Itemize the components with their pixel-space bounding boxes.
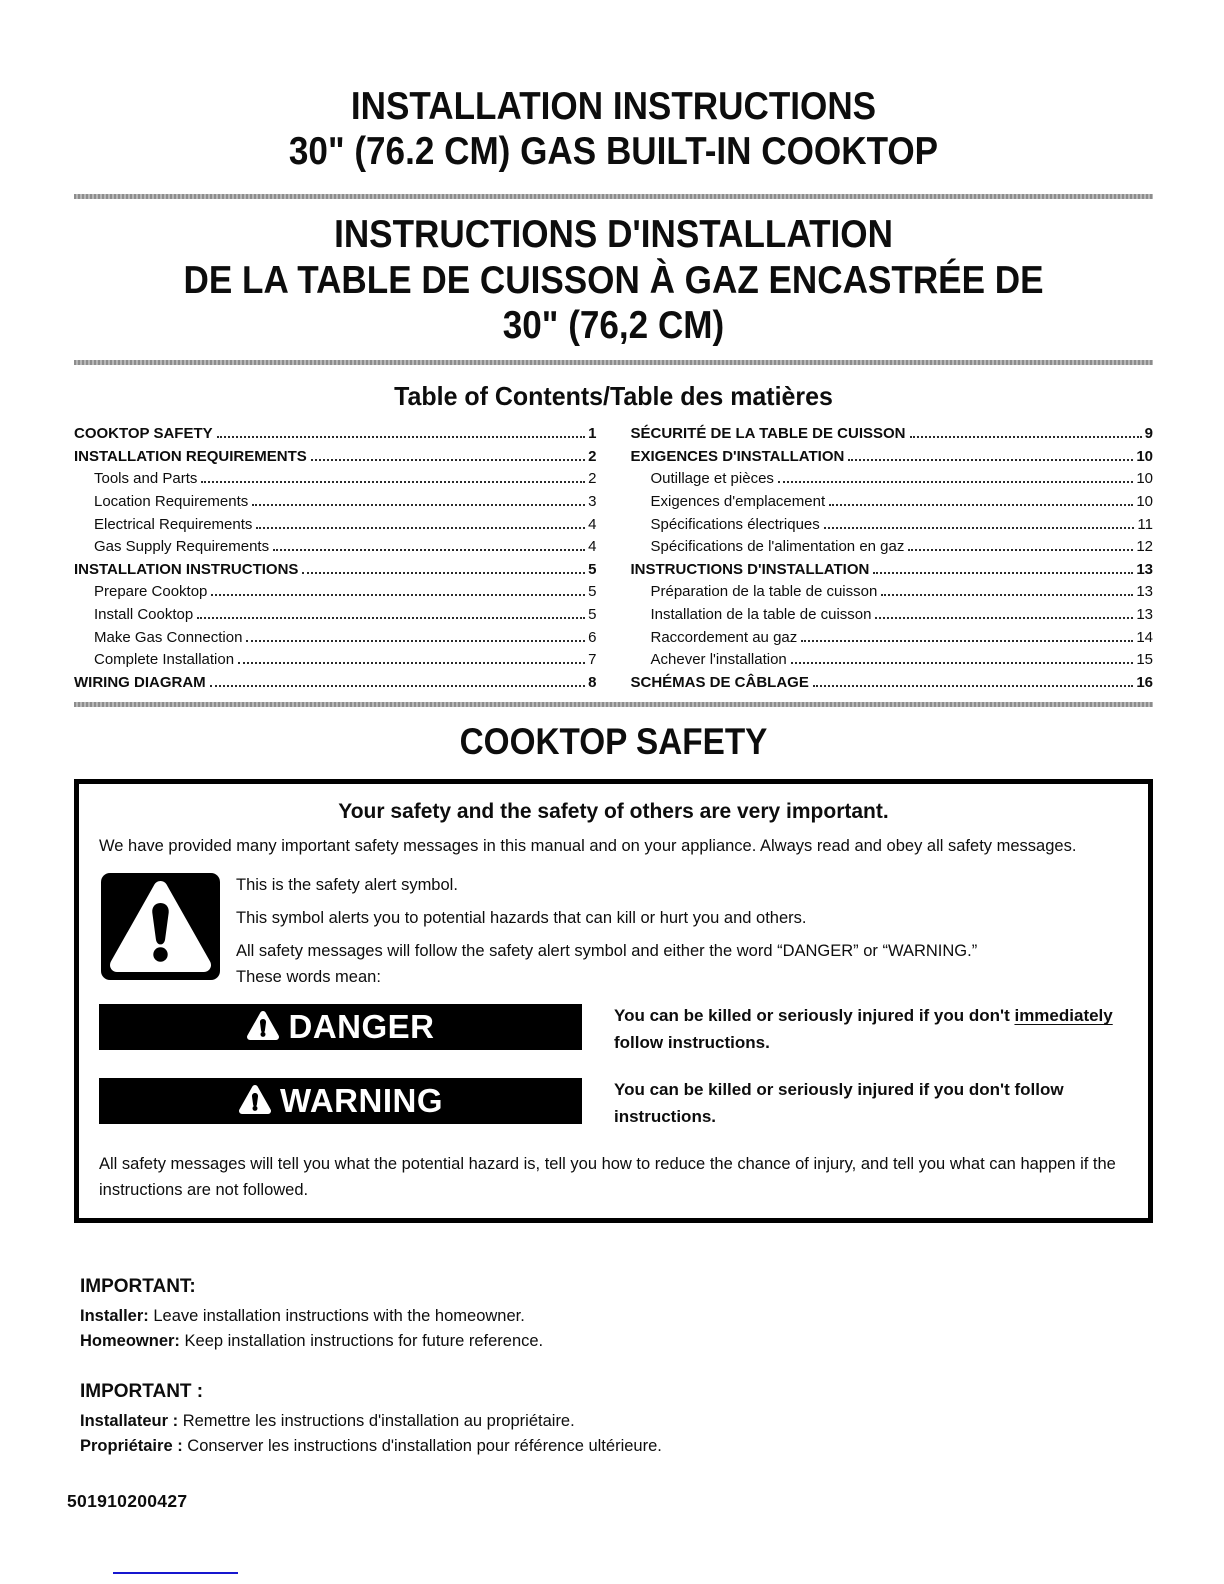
toc-entry-label: Spécifications électriques — [650, 515, 820, 533]
toc-column-french — [631, 423, 1154, 694]
toc-entry-page-number: 10 — [1136, 470, 1153, 488]
toc-entry-label: INSTALLATION REQUIREMENTS — [74, 447, 307, 465]
toc-entry — [631, 581, 1154, 604]
dot-leader — [210, 685, 586, 687]
safety-box-heading: Your safety and the safety of others are very important. — [338, 800, 889, 824]
toc-entry-label: SCHÉMAS DE CÂBLAGE — [630, 673, 809, 691]
toc-entry — [631, 468, 1154, 491]
alert-line: These words mean: — [236, 968, 381, 987]
toc-entry — [631, 627, 1154, 650]
toc-entry-page-number: 9 — [1144, 425, 1153, 443]
toc-entry-page-number: 8 — [588, 673, 597, 691]
document-part-number: 501910200427 — [67, 1491, 188, 1511]
toc-entry-page-number: 12 — [1136, 538, 1153, 556]
toc-entry-page-number: 15 — [1136, 651, 1153, 669]
important-english-block — [80, 1276, 1153, 1354]
toc-entry-page-number: 3 — [588, 492, 597, 510]
toc-entry — [74, 581, 597, 604]
toc-entry — [74, 514, 597, 537]
toc-entry-page-number: 10 — [1136, 447, 1153, 465]
toc-entry-label: WIRING DIAGRAM — [74, 673, 206, 691]
toc-entry — [631, 604, 1154, 627]
danger-banner-label: DANGER — [288, 1008, 435, 1046]
toc-entry — [631, 491, 1154, 514]
toc-entry-page-number: 13 — [1136, 560, 1153, 578]
important-french-block — [80, 1381, 1153, 1459]
cooktop-safety-heading: COOKTOP SAFETY — [459, 721, 768, 763]
title-french — [128, 212, 1099, 348]
toc-header: Table of Contents/Table des matières — [394, 381, 833, 412]
toc-entry — [74, 536, 597, 559]
toc-entry-label: Make Gas Connection — [94, 628, 243, 646]
toc-column-english — [74, 423, 597, 694]
important-line: Homeowner: Keep installation instructions for future reference. — [80, 1332, 544, 1351]
toc-entry-label: COOKTOP SAFETY — [74, 425, 213, 443]
dot-leader — [801, 640, 1133, 642]
toc-entry-label: SÉCURITÉ DE LA TABLE DE CUISSON — [630, 425, 906, 443]
dot-leader — [217, 436, 586, 438]
toc-entry-page-number: 13 — [1136, 605, 1153, 623]
toc-entry-page-number: 5 — [588, 583, 597, 601]
dot-leader — [791, 662, 1134, 664]
warning-explanation: You can be killed or seriously injured if you don't follow instructions. — [614, 1080, 1064, 1127]
toc-entry-label: Prepare Cooktop — [94, 583, 208, 601]
toc-entry — [631, 672, 1154, 695]
toc-entry-page-number: 7 — [588, 651, 597, 669]
title-french-line3: 30" (76,2 CM) — [502, 303, 725, 347]
danger-row — [99, 1004, 1128, 1056]
danger-banner — [99, 1004, 582, 1050]
toc-entry — [631, 423, 1154, 446]
toc-entry — [74, 423, 597, 446]
toc-entry-label: Complete Installation — [94, 651, 235, 669]
important-heading: IMPORTANT: — [80, 1276, 196, 1298]
toc-entry-page-number: 10 — [1136, 492, 1153, 510]
important-heading: IMPORTANT : — [80, 1381, 204, 1403]
toc-entry-label: Exigences d'emplacement — [650, 492, 826, 510]
toc-entry-label: INSTALLATION INSTRUCTIONS — [74, 560, 299, 578]
separator — [74, 360, 1153, 365]
dot-leader — [778, 481, 1133, 483]
dot-leader — [256, 527, 585, 529]
danger-explanation: You can be killed or seriously injured if you don't immediately follow instructions. — [614, 1006, 1113, 1053]
alert-line: This symbol alerts you to potential hazards that can kill or hurt you and others. — [236, 909, 807, 928]
dot-leader — [908, 549, 1133, 551]
dot-leader — [875, 617, 1133, 619]
toc-entry-label: Raccordement au gaz — [650, 628, 798, 646]
important-line: Installer: Leave installation instructions with the homeowner. — [80, 1307, 525, 1326]
toc-entry-page-number: 2 — [588, 470, 597, 488]
toc-entry-page-number: 14 — [1136, 628, 1153, 646]
toc-entry — [74, 446, 597, 469]
dot-leader — [252, 504, 585, 506]
alert-triangle-icon — [246, 1010, 280, 1041]
important-lines — [80, 1304, 1153, 1354]
toc-entry-page-number: 13 — [1136, 583, 1153, 601]
toc-entry-label: Achever l'installation — [650, 651, 787, 669]
dot-leader — [873, 572, 1133, 574]
warning-row — [99, 1078, 1128, 1130]
title-english-line1: INSTALLATION INSTRUCTIONS — [350, 85, 877, 128]
toc-entry — [74, 559, 597, 582]
scan-link-underline — [113, 1572, 238, 1574]
title-english — [128, 84, 1099, 174]
toc-entry-page-number: 11 — [1137, 515, 1153, 533]
toc-entry — [631, 536, 1154, 559]
alert-line: All safety messages will follow the safety alert symbol and either the word “DANGER” or “WARNING.” — [236, 942, 978, 961]
toc-entry-label: Installation de la table de cuisson — [650, 605, 872, 623]
toc-entry — [74, 468, 597, 491]
warning-banner-label: WARNING — [280, 1082, 443, 1120]
toc-entry-label: EXIGENCES D'INSTALLATION — [630, 447, 845, 465]
toc-entry-page-number: 1 — [588, 425, 597, 443]
dot-leader — [829, 504, 1133, 506]
dot-leader — [848, 459, 1133, 461]
safety-alert-row — [99, 872, 1128, 990]
dot-leader — [238, 662, 585, 664]
dot-leader — [824, 527, 1135, 529]
dot-leader — [910, 436, 1142, 438]
important-line: Installateur : Remettre les instructions d'installation au propriétaire. — [80, 1412, 575, 1431]
safety-alert-triangle-icon — [100, 872, 221, 981]
toc-entry — [74, 604, 597, 627]
alert-triangle-icon — [238, 1084, 272, 1115]
warning-banner — [99, 1078, 582, 1124]
toc-entry-page-number: 4 — [588, 538, 597, 556]
toc-entry — [631, 559, 1154, 582]
safety-intro-text: We have provided many important safety messages in this manual and on your appliance. Always read and obey all safety messages. — [99, 837, 1077, 856]
toc-entry-label: Electrical Requirements — [94, 515, 253, 533]
toc-entry-page-number: 16 — [1136, 673, 1153, 691]
dot-leader — [273, 549, 585, 551]
toc-entry-label: Spécifications de l'alimentation en gaz — [650, 538, 905, 556]
toc-entry — [631, 446, 1154, 469]
separator — [74, 194, 1153, 199]
dot-leader — [211, 594, 585, 596]
dot-leader — [197, 617, 585, 619]
toc-entry-label: Outillage et pièces — [650, 470, 774, 488]
toc-entry — [74, 491, 597, 514]
title-french-line1: INSTRUCTIONS D'INSTALLATION — [334, 213, 893, 257]
toc-entry-label: Install Cooktop — [94, 605, 194, 623]
important-line: Propriétaire : Conserver les instructions d'installation pour référence ultérieure. — [80, 1437, 662, 1456]
dot-leader — [246, 640, 585, 642]
toc-entry-page-number: 5 — [588, 560, 597, 578]
toc-entry — [74, 649, 597, 672]
safety-alert-description — [236, 872, 977, 990]
safety-outro-text: All safety messages will tell you what the potential hazard is, tell you how to reduce the chance of injury, and tell you what can happen if the instructions are not followed. — [99, 1155, 1116, 1200]
toc-entry-label: Location Requirements — [94, 492, 249, 510]
separator — [74, 702, 1153, 707]
dot-leader — [881, 594, 1133, 596]
toc-entry-label: Tools and Parts — [94, 470, 198, 488]
toc-entry-label: Préparation de la table de cuisson — [650, 583, 878, 601]
toc-entry — [631, 649, 1154, 672]
underlined-word: immediately — [1014, 1006, 1113, 1026]
dot-leader — [311, 459, 585, 461]
important-lines — [80, 1409, 1153, 1459]
title-french-line2: DE LA TABLE DE CUISSON À GAZ ENCASTRÉE DE — [183, 258, 1044, 302]
safety-statement-box — [74, 779, 1153, 1223]
toc-entry-page-number: 6 — [588, 628, 597, 646]
dot-leader — [302, 572, 585, 574]
toc-entry-page-number: 2 — [588, 447, 597, 465]
toc-entry-label: Gas Supply Requirements — [94, 538, 270, 556]
title-english-line2: 30" (76.2 CM) GAS BUILT-IN COOKTOP — [288, 130, 939, 174]
alert-line: This is the safety alert symbol. — [236, 876, 458, 895]
toc-entry-page-number: 4 — [588, 515, 597, 533]
toc-entry-page-number: 5 — [588, 605, 597, 623]
toc-entry — [74, 627, 597, 650]
table-of-contents — [74, 423, 1153, 694]
toc-entry — [74, 672, 597, 695]
toc-entry — [631, 514, 1154, 537]
dot-leader — [813, 685, 1133, 687]
toc-entry-label: INSTRUCTIONS D'INSTALLATION — [630, 560, 870, 578]
dot-leader — [201, 481, 585, 483]
